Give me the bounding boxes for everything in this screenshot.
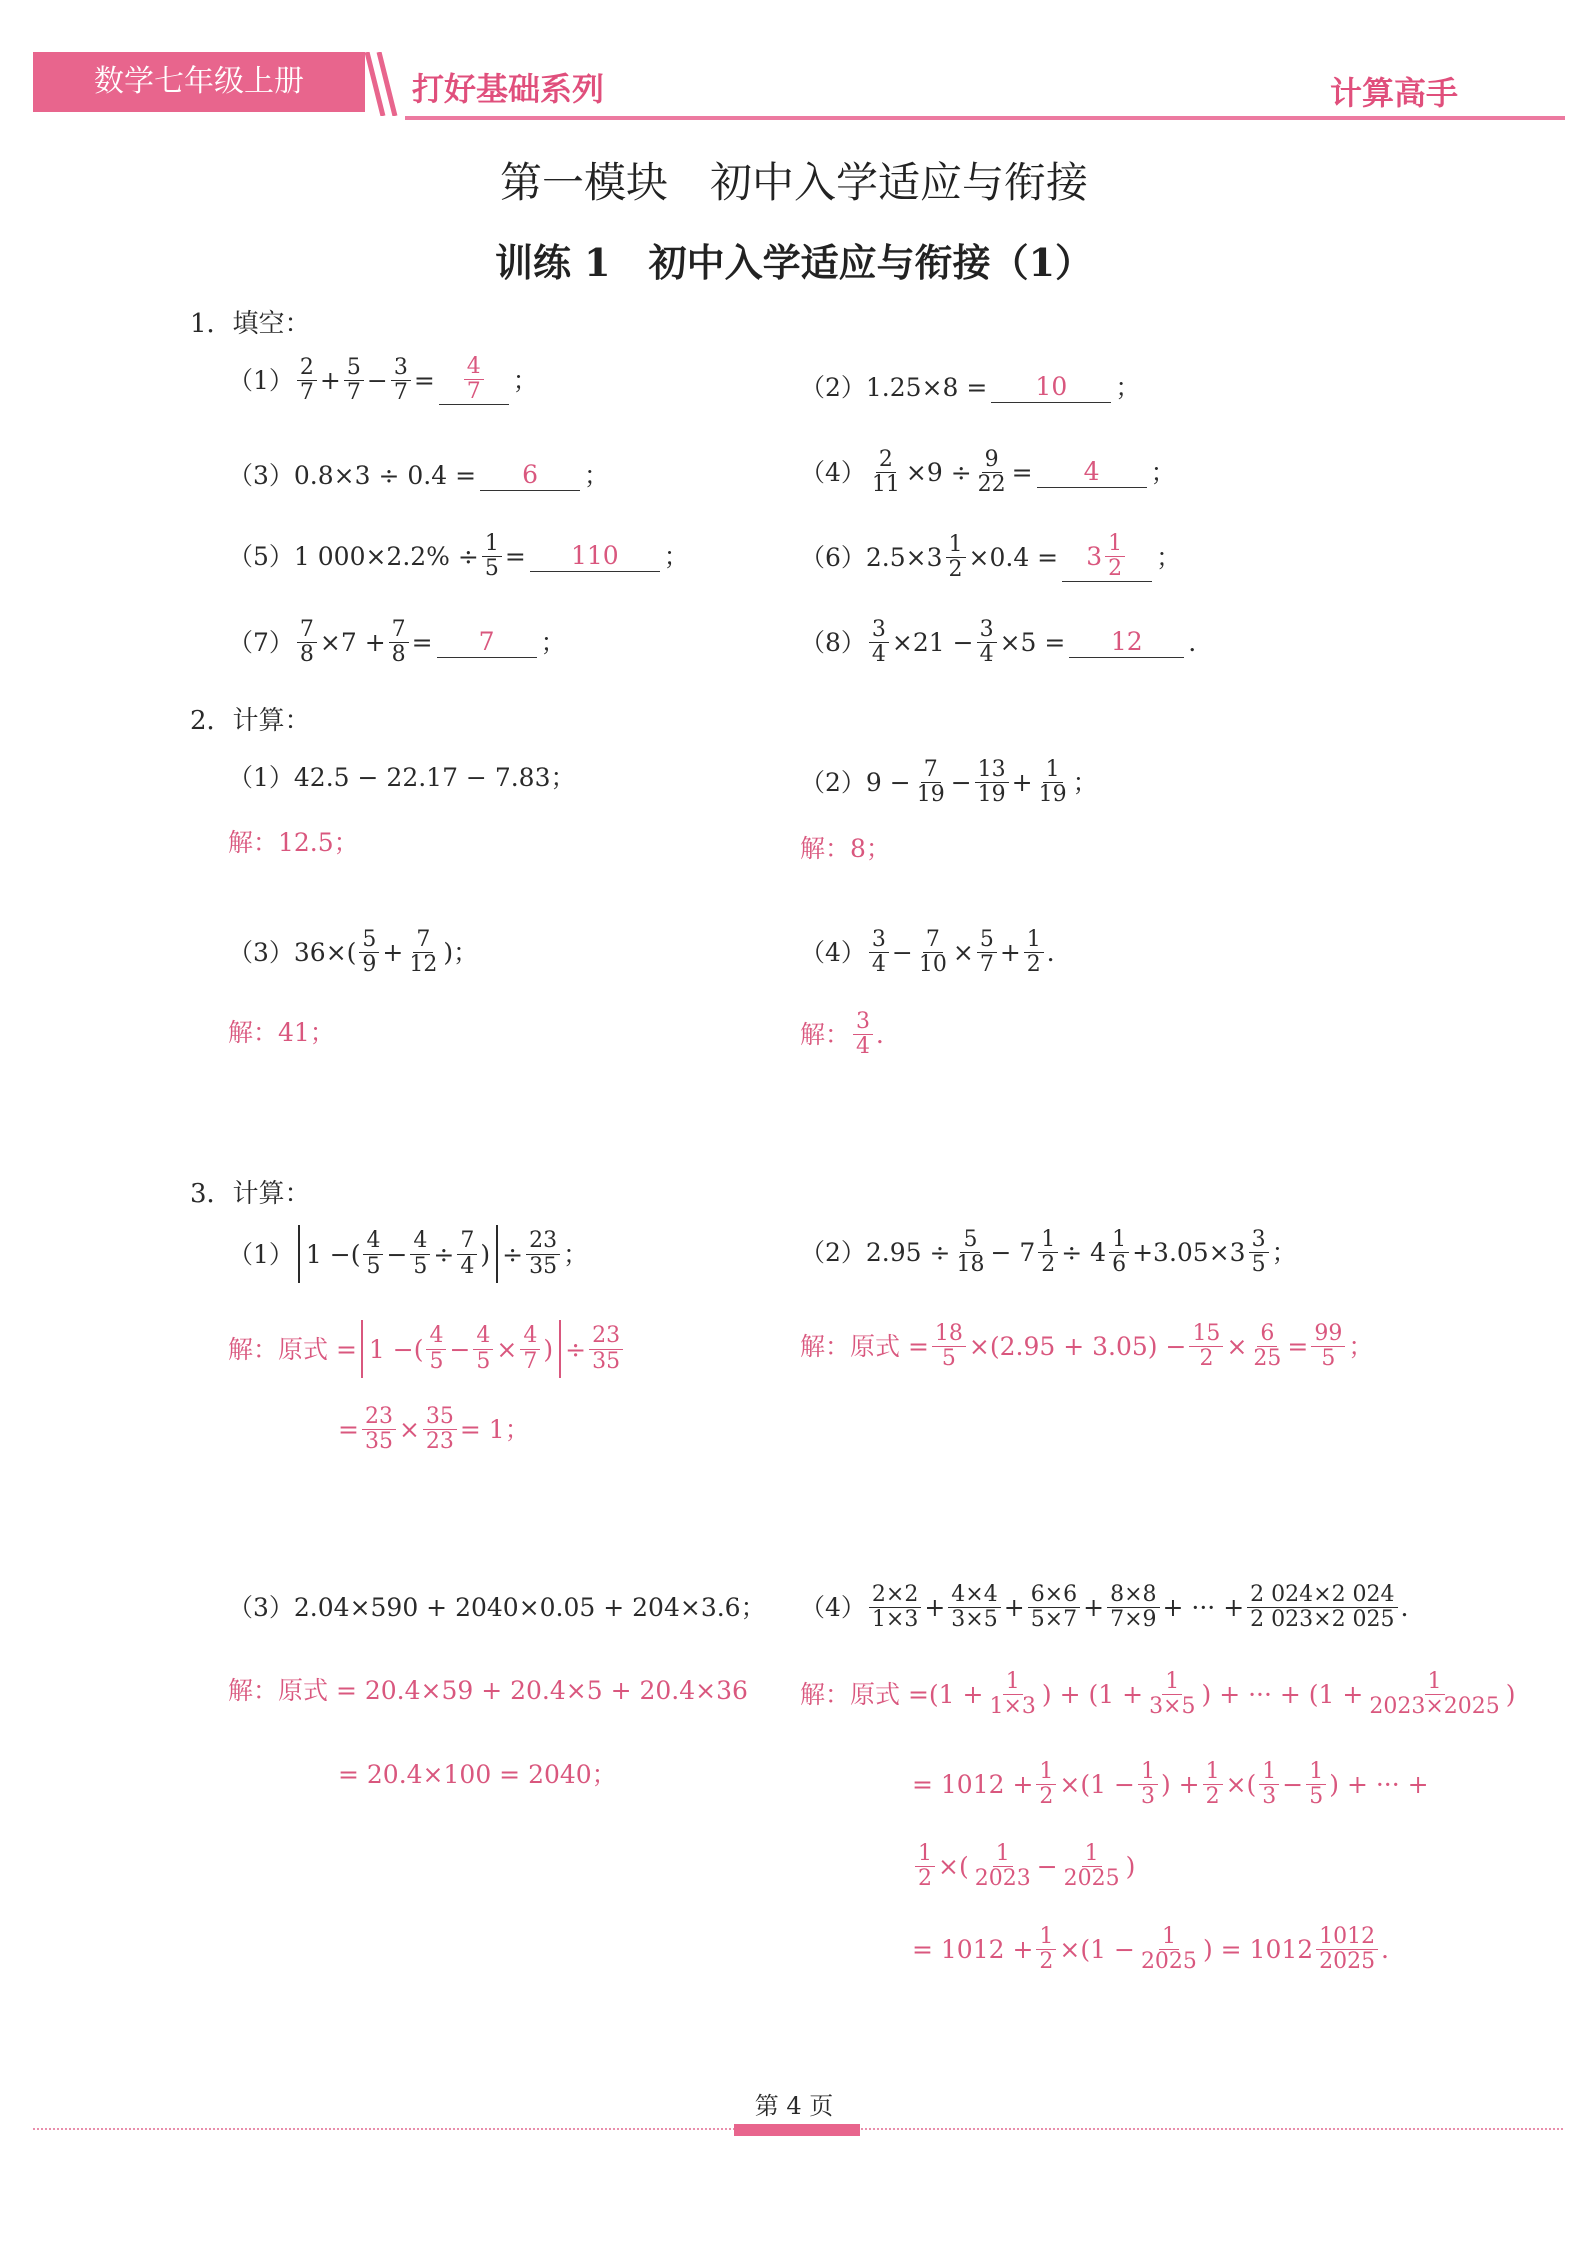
q3-4-solution-step3: $\frac{1}{2}$ ×( $\frac{1}{2023}$ − $\frac{1}{2025}$ ): [912, 1842, 1135, 1891]
q3-4-solution-step2: = 1012 + $\frac{1}{2}$ ×(1 − $\frac{1}{3}$ ) + $\frac{1}{2}$ ×( $\frac{1}{3}$ − $\frac{1}{5}$ ) + ··· +: [912, 1759, 1429, 1810]
header-band: [33, 52, 365, 112]
training-title: 训练 1 初中入学适应与衔接（1）: [494, 240, 1094, 285]
q3-3-solution: 解：原式 = 20.4×59 + 20.4×5 + 20.4×36: [228, 1676, 748, 1705]
q2-4-solution: 解： $\frac{3}{4}$ ．: [800, 1009, 902, 1060]
q2-2-solution: 解：8；: [800, 834, 891, 863]
q3-4-solution-step4: = 1012 + $\frac{1}{2}$ ×(1 − $\frac{1}{2025}$ ) = 1012 $\frac{1012}{2025}$ ．: [912, 1924, 1407, 1975]
q3-1: （1） 1 −( $\frac{4}{5}$ − $\frac{4}{5}$ ÷ $\frac{7}{4}$ ) ÷ $\frac{23}{35}$ ；: [228, 1225, 588, 1283]
header-slash-icon: [365, 52, 405, 116]
q1-6: （6） 2.5×3 $\frac{1}{2}$ ×0.4 = 3 $\frac{1}{2}$ ；: [800, 531, 1182, 582]
q1-8: （8） $\frac{3}{4}$ ×21 − $\frac{3}{4}$ ×5 = 12 ．: [800, 617, 1214, 668]
section-2-label: 2．计算：: [190, 706, 311, 736]
q1-1: （1） $\frac{2}{7}$ + $\frac{5}{7}$ − $\frac{3}{7}$ = $\frac{4}{7}$ ；: [228, 354, 538, 405]
q3-4-solution: 解：原式 = (1 + $\frac{1}{1\times 3}$ ) + (1 + $\frac{1}{3\times 5}$ ) + ··· + (1 + $\frac{1}{2023\times 2025}$ ): [800, 1669, 1516, 1720]
q2-1-solution: 解：12.5；: [228, 828, 359, 857]
header-book-title: 数学七年级上册: [94, 64, 304, 99]
q1-7: （7） $\frac{7}{8}$ ×7 + $\frac{7}{8}$ = 7 ；: [228, 617, 566, 668]
header-right-title: 计算高手: [1330, 74, 1459, 112]
q1-2: （2） 1.25×8 = 10 ；: [800, 372, 1141, 402]
q3-3-solution-step2: = 20.4×100 = 2040；: [338, 1760, 617, 1789]
section-1-label: 1．填空：: [190, 309, 311, 339]
q3-1-solution-step2: = $\frac{23}{35}$ × $\frac{35}{23}$ = 1；: [338, 1404, 530, 1455]
q1-3: （3） 0.8×3 ÷ 0.4 = 6 ；: [228, 460, 610, 490]
q3-3: （3） 2.04×590 + 2040×0.05 + 204×3.6；: [228, 1593, 766, 1622]
q1-5: （5） 1 000×2.2% ÷ $\frac{1}{5}$ = 110 ；: [228, 531, 689, 582]
q2-1: （1） 42.5 − 22.17 − 7.83；: [228, 763, 576, 792]
q1-4: （4） $\frac{2}{11}$ ×9 ÷ $\frac{9}{22}$ = 4 ；: [800, 447, 1176, 498]
q3-1-solution: 解：原式 = 1 −( $\frac{4}{5}$ − $\frac{4}{5}$ × $\frac{4}{7}$ ) ÷ $\frac{23}{35}$: [228, 1320, 626, 1378]
q3-2: （2） 2.95 ÷ $\frac{5}{18}$ − 7 $\frac{1}{2}$ ÷ 4 $\frac{1}{6}$ +3.05×3 $\frac{3}{5}$ ；: [800, 1227, 1297, 1278]
q3-2-solution: 解：原式 = $\frac{18}{5}$ ×(2.95 + 3.05) − $\frac{15}{2}$ × $\frac{6}{25}$ = $\frac{99}{5}$ ；: [800, 1321, 1374, 1372]
q2-3-solution: 解：41；: [228, 1018, 335, 1047]
header-rule: [405, 116, 1565, 120]
q3-4: （4） $\frac{2\times 2}{1\times 3}$ + $\frac{4\times 4}{3\times 5}$ + $\frac{6\times 6}{5\times 7}$ + $\frac{8\times 8}{7\times 9}$ + ··· + $\frac{2 024\times 2 024}{2 023\times 2 025}$ ．: [800, 1582, 1426, 1633]
q2-3: （3） 36×( $\frac{5}{9}$ + $\frac{7}{12}$ )；: [228, 927, 479, 978]
section-3-label: 3．计算：: [190, 1179, 311, 1209]
page-number: 第 4 页: [754, 2092, 834, 2120]
module-title: 第一模块 初中入学适应与衔接: [499, 158, 1088, 207]
q2-2: （2） 9 − $\frac{7}{19}$ − $\frac{13}{19}$ + $\frac{1}{19}$ ；: [800, 757, 1098, 808]
footer-bar: [734, 2124, 860, 2136]
q2-4: （4） $\frac{3}{4}$ − $\frac{7}{10}$ × $\frac{5}{7}$ + $\frac{1}{2}$ ．: [800, 927, 1072, 978]
header-series: 打好基础系列: [412, 70, 605, 108]
